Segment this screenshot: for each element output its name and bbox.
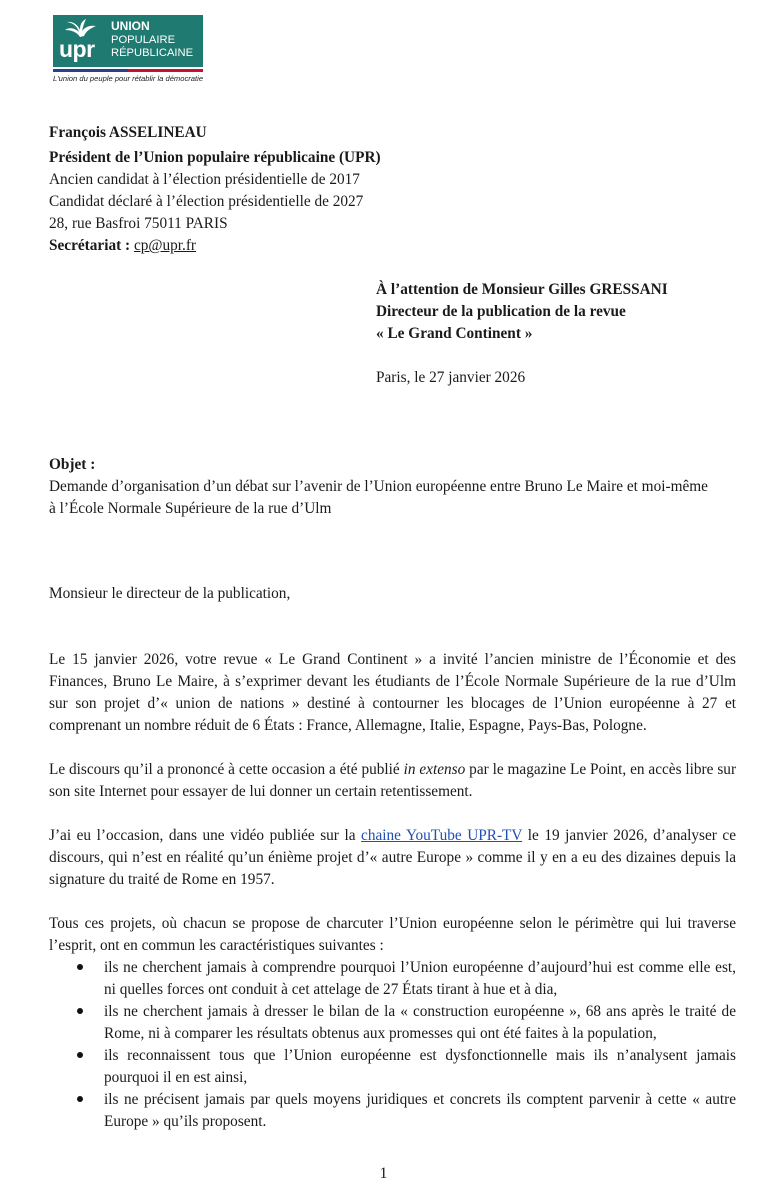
bullet-dot-icon <box>77 1008 83 1014</box>
subject-line-1: Demande d’organisation d’un débat sur l’avenir de l’Union européenne entre Bruno Le Maire et moi-même <box>49 478 708 495</box>
youtube-channel-link[interactable]: chaine YouTube UPR-TV <box>361 827 523 844</box>
logo-abbr: upr <box>59 36 95 62</box>
sender-secretariat <box>49 235 196 257</box>
logo-line-republicaine: RÉPUBLICAINE <box>111 47 194 59</box>
subject-line-2: à l’École Normale Supérieure de la rue d’Ulm <box>49 500 332 517</box>
bullet-dot-icon <box>77 1052 83 1058</box>
bullet-1-line-1: ils ne cherchent jamais à comprendre pourquoi l’Union européenne d’aujourd’hui est comme elle est, <box>104 959 736 976</box>
p1-line-4: comprenant un nombre réduit de 6 États : France, Allemagne, Italie, Espagne, Pays-Bas, Pologne. <box>49 717 647 734</box>
p2-line-2: son site Internet pour essayer de lui donner un certain retentissement. <box>49 783 473 800</box>
secretariat-label: Secrétariat : <box>49 237 131 254</box>
logo-tricolor-bar <box>53 69 203 72</box>
logo-line-union: UNION <box>111 19 150 33</box>
p2-line-1 <box>49 759 736 781</box>
page-number: 1 <box>379 1165 388 1182</box>
bullet-3-line-1: ils reconnaissent tous que l’Union européenne est dysfonctionnelle mais ils n’analysent jamais <box>104 1047 736 1064</box>
bullet-4-line-2: Europe » qu’ils proposent. <box>104 1113 267 1130</box>
hand-leaves-icon <box>57 18 103 38</box>
p1-line-2: Finances, Bruno Le Maire, à s’exprimer devant les étudiants de l’École Normale Supérieure de la rue d’Ulm <box>49 673 736 690</box>
recipient-role: Directeur de la publication de la revue <box>376 303 626 320</box>
bullet-dot-icon <box>77 964 83 970</box>
p3-text-a: J’ai eu l’occasion, dans une vidéo publiée sur la <box>49 827 356 844</box>
letter-date: Paris, le 27 janvier 2026 <box>376 369 526 386</box>
logo-tagline: L'union du peuple pour rétablir la démocratie <box>53 74 204 83</box>
salutation: Monsieur le directeur de la publication, <box>49 585 291 602</box>
bullet-1-line-2: ni quelles forces ont conduit à cet attelage de 27 États tirant à hue et à dia, <box>104 981 558 998</box>
p3-line-2: discours, qui n’est en réalité qu’un énième projet d’« autre Europe » comme il y en a eu des dizaines depuis la <box>49 849 736 866</box>
bullet-2-line-2: Rome, ni à comparer les résultats obtenus aux promesses qui ont été faites à la population, <box>104 1025 657 1042</box>
sender-name: François ASSELINEAU <box>49 124 207 141</box>
p4-line-1: Tous ces projets, où chacun se propose de charcuter l’Union européenne selon le périmètre qui lui traverse <box>49 915 736 932</box>
recipient-publication: « Le Grand Continent » <box>376 325 533 342</box>
bullet-dot-icon <box>77 1096 83 1102</box>
p2-text-b: par le magazine Le Point, en accès libre sur <box>469 761 737 778</box>
email-link[interactable]: cp@upr.fr <box>133 237 197 254</box>
upr-logo <box>53 15 203 67</box>
sender-former-candidate: Ancien candidat à l’élection présidentielle de 2017 <box>49 171 360 188</box>
sender-title: Président de l’Union populaire républicaine (UPR) <box>49 149 381 166</box>
p1-line-3: sur son projet d’« union de nations » destiné à contourner les blocages de l’Union européenne à 27 et <box>49 695 736 712</box>
p4-line-2: l’esprit, ont en commun les caractéristiques suivantes : <box>49 937 384 954</box>
p1-line-1: Le 15 janvier 2026, votre revue « Le Grand Continent » a invité l’ancien ministre de l’Économie et des <box>49 651 736 668</box>
p2-italic: in extenso <box>403 761 466 778</box>
p3-text-b: le 19 janvier 2026, d’analyser ce <box>527 827 736 844</box>
sender-declared-candidate: Candidat déclaré à l’élection présidentielle de 2027 <box>49 193 364 210</box>
recipient-attention: À l’attention de Monsieur Gilles GRESSANI <box>376 281 668 298</box>
sender-address: 28, rue Basfroi 75011 PARIS <box>49 215 228 232</box>
p3-line-1 <box>49 825 736 847</box>
logo-line-populaire: POPULAIRE <box>111 34 176 46</box>
bullet-4-line-1: ils ne précisent jamais par quels moyens juridiques et concrets ils comptent parvenir à cette « autre <box>104 1091 736 1108</box>
p2-text-a: Le discours qu’il a prononcé à cette occasion a été publié <box>49 761 400 778</box>
p3-line-3: signature du traité de Rome en 1957. <box>49 871 275 888</box>
subject-label: Objet : <box>49 456 96 473</box>
bullet-3-line-2: pourquoi il en est ainsi, <box>104 1069 248 1086</box>
bullet-2-line-1: ils ne cherchent jamais à dresser le bilan de la « construction européenne », 68 ans après le traité de <box>104 1003 736 1020</box>
